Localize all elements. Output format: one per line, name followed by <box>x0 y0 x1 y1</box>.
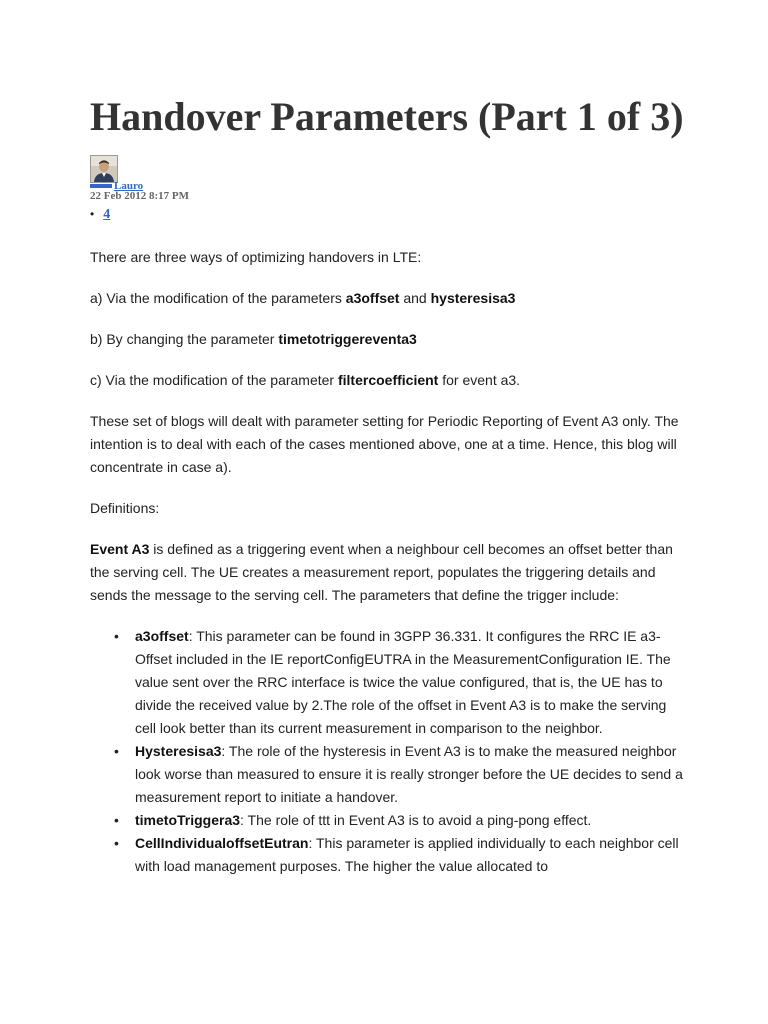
option-b-paragraph <box>90 328 690 351</box>
list-item <box>90 832 690 878</box>
parameter-term: CellIndividualoffsetEutran <box>135 835 309 851</box>
bullet-icon: • <box>90 207 95 221</box>
parameter-term: a3offset <box>135 628 189 644</box>
author-link[interactable]: Lauro <box>114 179 144 192</box>
option-c-paragraph <box>90 369 690 392</box>
list-item <box>90 625 690 740</box>
option-c-param: filtercoefficient <box>337 372 439 388</box>
parameter-text: : This parameter is applied individually to each neighbor cell with load management purposes. The higher the value allocated to <box>135 835 679 874</box>
intro-paragraph: There are three ways of optimizing handovers in LTE: <box>90 249 422 265</box>
event-a3-term: Event A3 <box>90 541 150 557</box>
option-a-prefix: a) Via the modification of the parameters <box>90 290 346 306</box>
definitions-heading: Definitions: <box>90 500 160 516</box>
article-body <box>90 246 690 878</box>
author-badge-icon <box>90 184 112 188</box>
list-item <box>90 809 690 832</box>
parameter-term: timetoTriggera3 <box>135 812 241 828</box>
list-item <box>90 740 690 809</box>
blog-intro-paragraph: These set of blogs will dealt with parameter setting for Periodic Reporting of Event A3 only. The intention is to deal with each of the cases mentioned above, one at a time. Hence, this blog will concentrate in case a). <box>90 413 679 475</box>
parameter-term: Hysteresisa3 <box>135 743 222 759</box>
parameter-text: : The role of ttt in Event A3 is to avoid a ping-pong effect. <box>240 812 592 828</box>
parameter-list <box>90 625 690 878</box>
option-c-prefix: c) Via the modification of the parameter <box>90 372 338 388</box>
option-c-suffix: for event a3. <box>438 372 521 388</box>
parameter-text: : The role of the hysteresis in Event A3 is to make the measured neighbor look worse than measured to ensure it is really stronger before the UE decides to send a measurement report to initiate a handover. <box>135 743 683 805</box>
comment-count-link[interactable]: 4 <box>103 207 111 222</box>
option-a-param2: hysteresisa3 <box>430 290 516 306</box>
parameter-text: : This parameter can be found in 3GPP 36.331. It configures the RRC IE a3-Offset included in the IE reportConfigEUTRA in the MeasurementConfiguration IE. The value sent over the RRC interface is twice the value configured, that is, the UE has to divide the received value by 2.The role of the offset in Event A3 is to make the serving cell look better than its current measurement in comparison to the neighbor. <box>135 628 671 736</box>
option-a-mid: and <box>399 290 431 306</box>
option-b-prefix: b) By changing the parameter <box>90 331 279 347</box>
option-a-paragraph <box>90 287 690 310</box>
option-a-param1: a3offset <box>345 290 400 306</box>
event-a3-text: is defined as a triggering event when a neighbour cell becomes an offset better than the serving cell. The UE creates a measurement report, populates the triggering details and sends the message to the serving cell. The parameters that define the trigger include: <box>90 541 673 603</box>
page-title: Handover Parameters (Part 1 of 3) <box>90 94 684 139</box>
author-row <box>90 177 144 192</box>
comment-count-row <box>90 205 110 223</box>
post-date: 22 Feb 2012 8:17 PM <box>90 190 189 202</box>
event-a3-paragraph <box>90 538 690 607</box>
option-b-param: timetotriggereventa3 <box>278 331 417 347</box>
